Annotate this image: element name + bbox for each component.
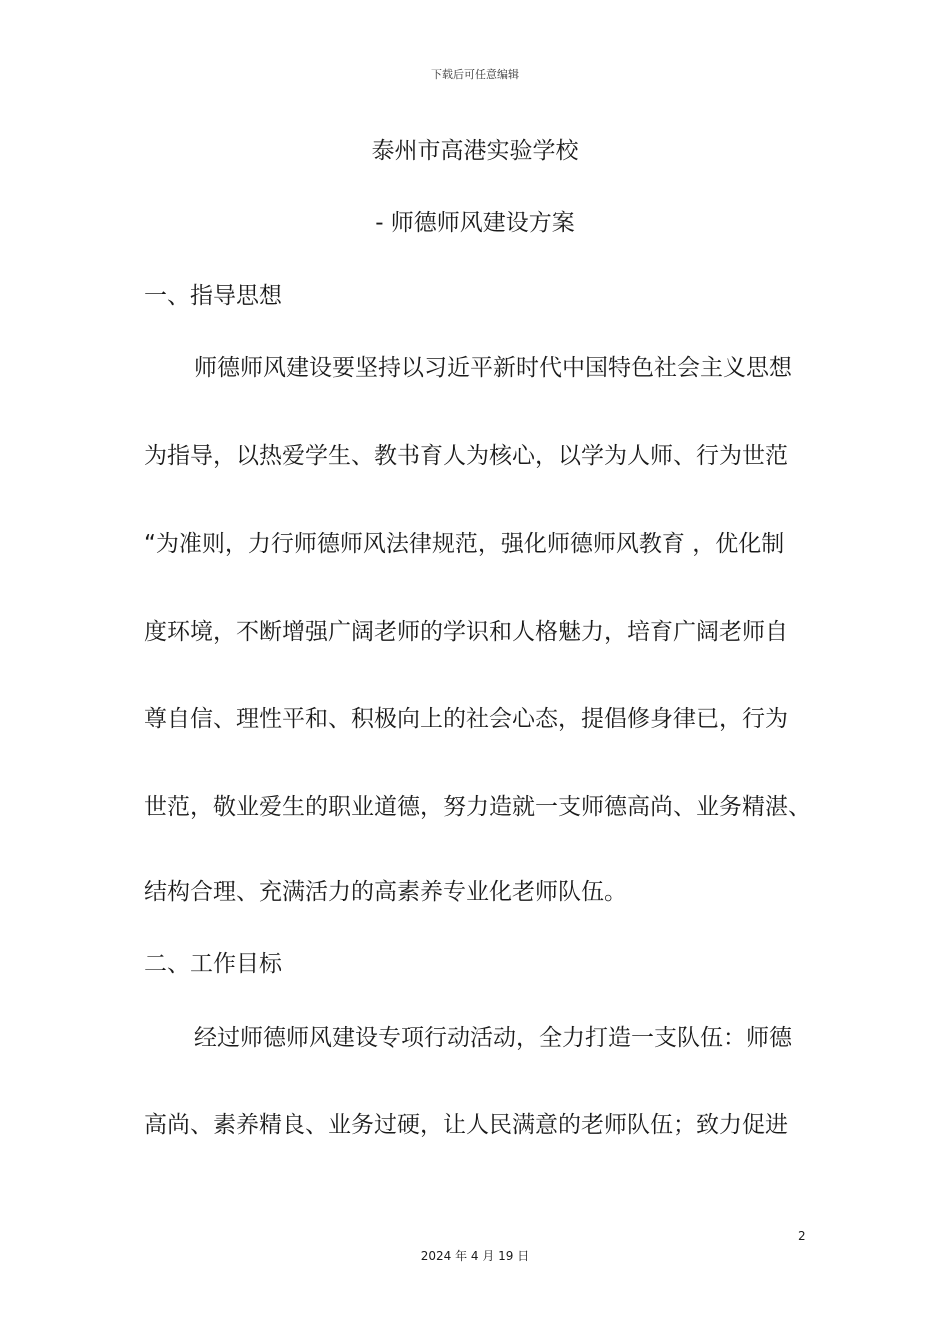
paragraph-line: 尊自信、理性平和、积极向上的社会心态，提倡修身律已，行为 xyxy=(144,706,788,732)
page-number: 2 xyxy=(798,1229,806,1243)
section-heading-guiding-ideology: 一、指导思想 xyxy=(144,283,282,309)
document-subtitle: - 师德师风建设方案 xyxy=(375,210,575,236)
paragraph-line: 世范，敬业爱生的职业道德，努力造就一支师德高尚、业务精湛、 xyxy=(144,794,811,820)
section-heading-work-goals: 二、工作目标 xyxy=(144,951,282,977)
paragraph-line: “为准则，力行师德师风法律规范，强化师德师风教育 ，优化制 xyxy=(144,531,785,557)
paragraph-line: 高尚、素养精良、业务过硬，让人民满意的老师队伍；致力促进 xyxy=(144,1112,788,1138)
paragraph-line: 师德师风建设要坚持以习近平新时代中国特色社会主义思想 xyxy=(194,355,792,381)
paragraph-line: 结构合理、充满活力的高素养专业化老师队伍。 xyxy=(144,879,627,905)
header-note: 下载后可任意编辑 xyxy=(431,68,519,81)
paragraph-line: 度环境，不断增强广阔老师的学识和人格魅力，培育广阔老师自 xyxy=(144,619,788,645)
paragraph-line: 为指导，以热爱学生、教书育人为核心，以学为人师、行为世范 xyxy=(144,443,788,469)
footer-date: 2024 年 4 月 19 日 xyxy=(420,1249,530,1263)
document-title: 泰州市高港实验学校 xyxy=(371,138,579,164)
paragraph-line: 经过师德师风建设专项行动活动，全力打造一支队伍：师德 xyxy=(194,1025,792,1051)
